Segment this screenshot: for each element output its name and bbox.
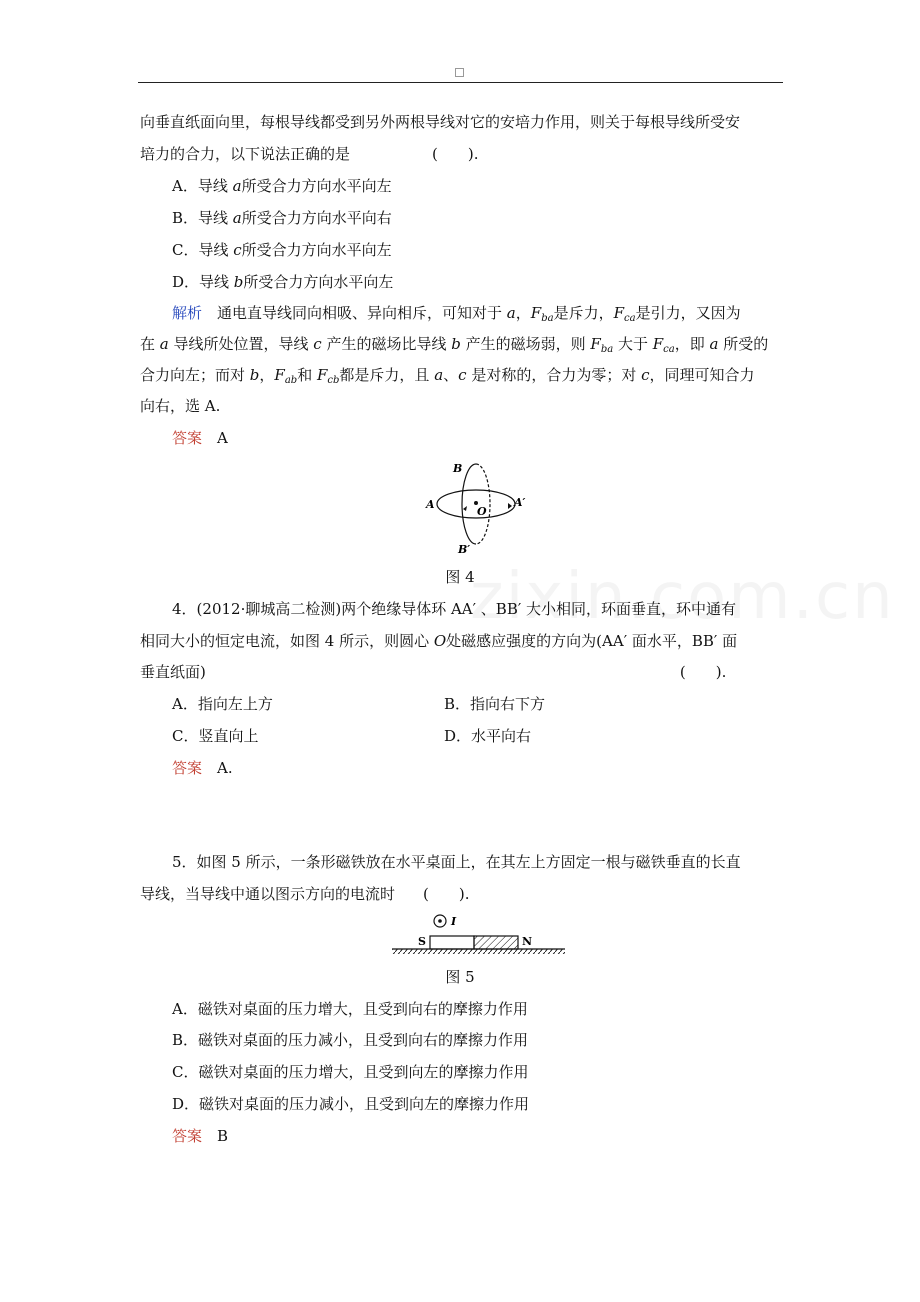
q3-option-b: B．导线 a所受合力方向水平向右 bbox=[172, 209, 392, 227]
q4-stem-line2: 相同大小的恒定电流，如图 4 所示，则圆心 O处磁感应强度的方向为(AA′ 面水平，BB′ 面 bbox=[140, 632, 738, 650]
q4-option-a: A．指向左上方 bbox=[172, 695, 273, 713]
fig5-label-n: N bbox=[522, 935, 533, 948]
q4-stem-line3: 垂直纸面) ( ). bbox=[140, 663, 727, 681]
q3-stem-line1: 向垂直纸面向里，每根导线都受到另外两根导线对它的安培力作用，则关于每根导线所受安 bbox=[140, 113, 741, 131]
header-mark bbox=[455, 68, 464, 77]
q5-option-a: A．磁铁对桌面的压力增大，且受到向右的摩擦力作用 bbox=[172, 1000, 528, 1018]
figure-5 bbox=[390, 910, 570, 960]
fig4-label-bp: B′ bbox=[458, 543, 471, 556]
q3-stem-line2: 培力的合力，以下说法正确的是 ( ). bbox=[140, 145, 479, 163]
q3-analysis-line2: 在 a 导线所处位置，导线 c 产生的磁场比导线 b 产生的磁场弱，则 $F_{ba}$ 大于 $F_{ca}$，即 a 所受的 bbox=[140, 335, 769, 355]
answer-label: 答案 bbox=[172, 1127, 203, 1145]
q5-answer: 答案 B bbox=[172, 1127, 229, 1145]
q4-blank: ( ). bbox=[679, 663, 727, 681]
q5-blank: ( ). bbox=[423, 885, 470, 903]
fig4-label-o: O bbox=[477, 505, 487, 518]
q5-stem-line1: 5．如图 5 所示，一条形磁铁放在水平桌面上，在其左上方固定一根与磁铁垂直的长直 bbox=[172, 853, 741, 871]
fig4-label-ap: A′ bbox=[514, 496, 526, 509]
figure-5-caption: 图 5 bbox=[445, 968, 475, 986]
q5-option-d: D．磁铁对桌面的压力减小，且受到向左的摩擦力作用 bbox=[172, 1095, 530, 1113]
q3-answer: 答案 A bbox=[172, 429, 228, 447]
figure-4-caption: 图 4 bbox=[445, 568, 475, 586]
q4-option-c: C．竖直向上 bbox=[172, 727, 259, 745]
q3-option-d: D．导线 b所受合力方向水平向左 bbox=[172, 273, 394, 291]
q5-stem-line2: 导线，当导线中通以图示方向的电流时 ( ). bbox=[140, 885, 470, 903]
figure-4 bbox=[420, 456, 530, 556]
q3-option-c: C．导线 c所受合力方向水平向左 bbox=[172, 241, 392, 259]
q3-blank: ( ). bbox=[432, 145, 479, 163]
q3-analysis-line1: 解析 通电直导线同向相吸、异向相斥，可知对于 a，$F_{ba}$是斥力，$F_{ca}$是引力，又因为 bbox=[172, 304, 741, 324]
q4-answer: 答案 A. bbox=[172, 759, 233, 777]
q5-option-b: B．磁铁对桌面的压力减小，且受到向右的摩擦力作用 bbox=[172, 1031, 529, 1049]
analysis-label: 解析 bbox=[172, 304, 203, 322]
fig5-label-i: I bbox=[451, 915, 457, 928]
q5-option-c: C．磁铁对桌面的压力增大，且受到向左的摩擦力作用 bbox=[172, 1063, 529, 1081]
q4-stem-line1: 4．(2012·聊城高二检测)两个绝缘导体环 AA′ 、BB′ 大小相同，环面垂直，环中通有 bbox=[172, 600, 737, 618]
q4-option-d: D．水平向右 bbox=[444, 727, 532, 745]
fig4-label-b: B bbox=[453, 462, 463, 475]
q3-option-a: A．导线 a所受合力方向水平向左 bbox=[172, 177, 392, 195]
q4-option-b: B．指向右下方 bbox=[444, 695, 546, 713]
q3-analysis-line4: 向右，选 A. bbox=[140, 397, 221, 415]
q3-analysis-line3: 合力向左；而对 b，$F_{ab}$和 $F_{cb}$都是斥力，且 a、c 是对称的，合力为零；对 c，同理可知合力 bbox=[140, 366, 755, 386]
answer-label: 答案 bbox=[172, 759, 203, 777]
answer-label: 答案 bbox=[172, 429, 203, 447]
fig5-label-s: S bbox=[418, 935, 426, 948]
fig4-label-a: A bbox=[426, 498, 435, 511]
header-rule bbox=[138, 82, 783, 83]
